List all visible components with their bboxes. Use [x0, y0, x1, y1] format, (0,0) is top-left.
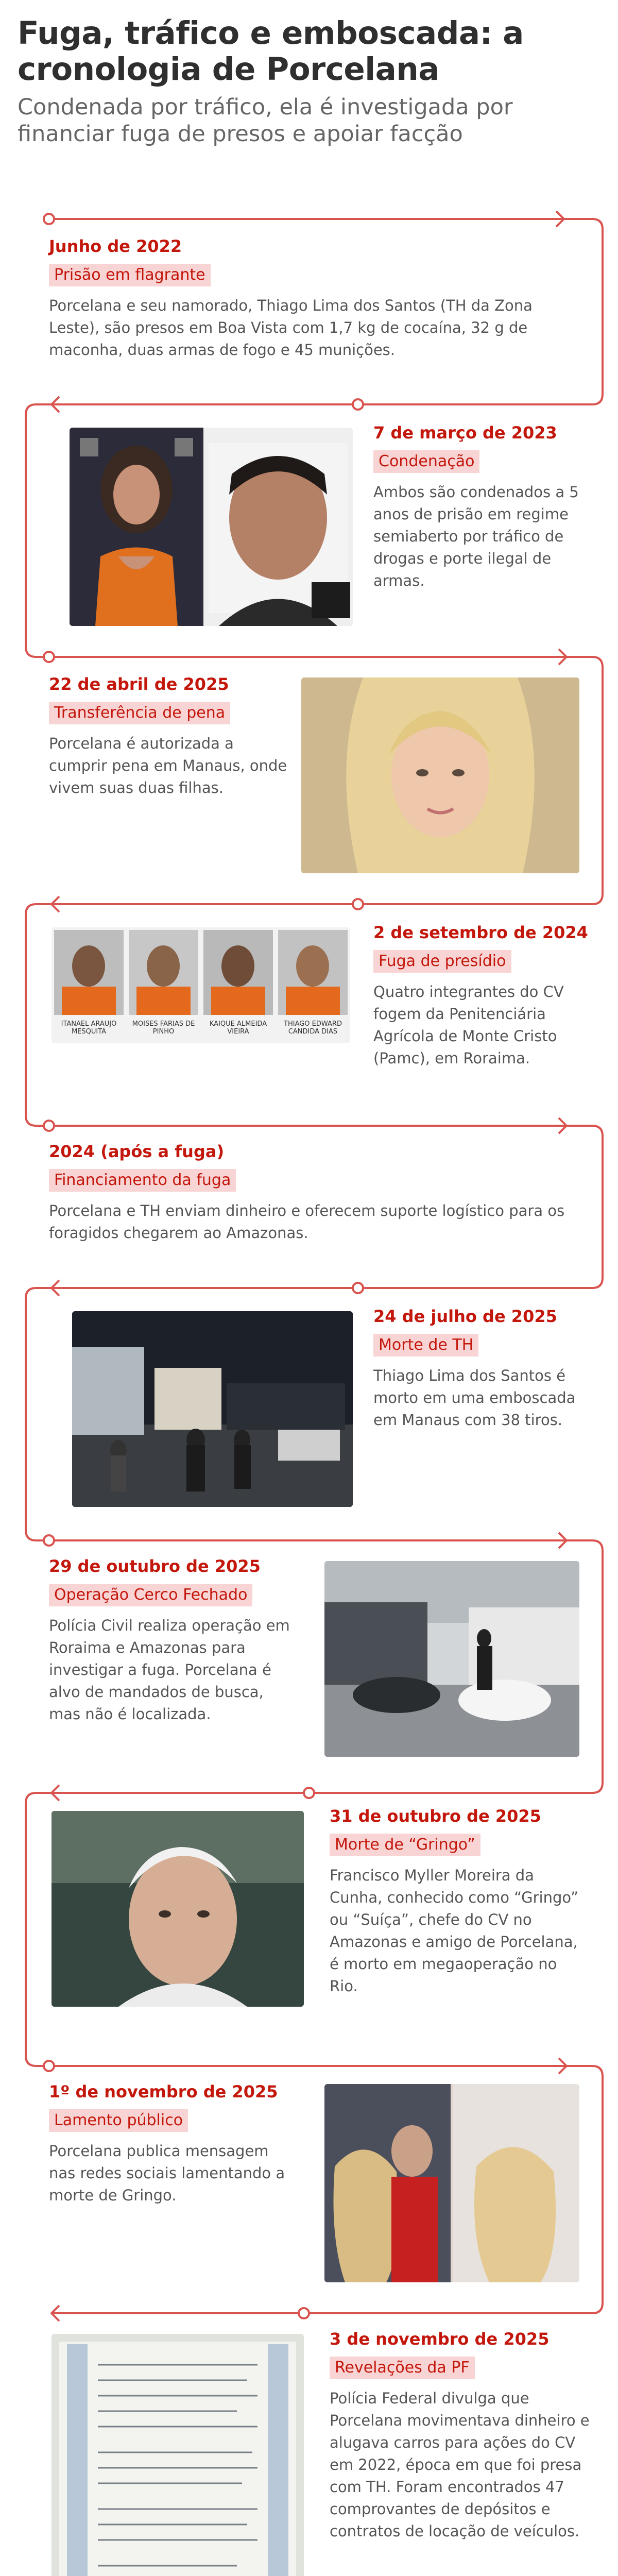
operation-image [324, 1561, 579, 1757]
event-2025-10-31 [330, 1806, 587, 1997]
event-photo-pf [52, 2334, 304, 2576]
event-description: Polícia Civil realiza operação em Roraima e Amazonas para investigar a fuga. Porcelana é alvo de mandados de busca, mas não é localizada. [49, 1617, 290, 1723]
event-description: Ambos são condenados a 5 anos de prisão em regime semiaberto por tráfico de drogas e porte ilegal de armas. [373, 483, 579, 589]
event-date: 2 de setembro de 2024 [373, 923, 588, 942]
event-tag: Transferência de pena [49, 702, 230, 724]
event-photo-gringo [52, 1811, 304, 2007]
event-date: 3 de novembro de 2025 [330, 2329, 550, 2349]
event-2025-07-24 [373, 1306, 590, 1431]
event-tag: Condenação [373, 450, 479, 473]
event-description: Polícia Federal divulga que Porcelana movimentava dinheiro e alugava carros para ações do CV em 2022, época em que foi presa com TH. Foram encontrados 47 comprovantes de depósitos e contratos de locação de veículos. [330, 2389, 590, 2540]
mugshot-name: KAIQUE ALMEIDA VIEIRA [209, 1020, 267, 1036]
event-tag: Morte de “Gringo” [330, 1834, 480, 1856]
event-2023-03-07 [373, 422, 579, 592]
event-tag: Revelações da PF [330, 2357, 475, 2379]
event-tag: Fuga de presídio [373, 950, 511, 973]
social-post-image [324, 2084, 579, 2282]
event-photo-condenacao [70, 428, 353, 626]
event-photo-transferencia [301, 677, 579, 873]
event-date: 22 de abril de 2025 [49, 674, 229, 694]
event-description: Porcelana é autorizada a cumprir pena em Manaus, onde vivem suas duas filhas. [49, 735, 287, 796]
event-date: 1º de novembro de 2025 [49, 2082, 278, 2102]
mugshot-name: THIAGO EDWARD CANDIDA DIAS [284, 1020, 342, 1036]
event-tag: Morte de TH [373, 1334, 478, 1357]
mugshot-name: ITANAEL ARAUJO MESQUITA [61, 1020, 117, 1036]
event-date: 2024 (após a fuga) [49, 1142, 225, 1161]
portrait-image [301, 677, 579, 873]
event-tag: Financiamento da fuga [49, 1169, 236, 1192]
event-date: 24 de julho de 2025 [373, 1307, 557, 1326]
event-description: Francisco Myller Moreira da Cunha, conhecido como “Gringo” ou “Suíça”, chefe do CV no Amazonas e amigo de Porcelana, é morto em megaoperação no Rio. [330, 1867, 579, 1995]
crime-scene-image [72, 1311, 353, 1507]
event-2025-10-29 [49, 1556, 291, 1725]
event-2025-11-01 [49, 2081, 291, 2207]
event-tag: Operação Cerco Fechado [49, 1584, 252, 1606]
fugitives-mugshots [52, 927, 350, 1018]
event-description: Thiago Lima dos Santos é morto em uma emboscada em Manaus com 38 tiros. [373, 1367, 576, 1429]
event-tag: Lamento público [49, 2109, 188, 2132]
page-subtitle: Condenada por tráfico, ela é investigada por financiar fuga de presos e apoiar facção [18, 94, 513, 147]
event-photo-morte-th [72, 1311, 353, 1507]
event-photo-fuga [52, 927, 350, 1043]
mugshot-name: MOISES FARIAS DE PINHO [132, 1020, 195, 1036]
event-tag: Prisão em flagrante [49, 264, 211, 286]
event-2025-04-22 [49, 674, 291, 799]
event-date: 31 de outubro de 2025 [330, 1806, 541, 1826]
event-date: 29 de outubro de 2025 [49, 1556, 261, 1576]
event-2024-09-02 [373, 922, 590, 1070]
receipt-image [52, 2334, 304, 2576]
event-photo-operacao [324, 1561, 579, 1757]
event-description: Porcelana publica mensagem nas redes sociais lamentando a morte de Gringo. [49, 2142, 285, 2204]
mugshots-image [70, 428, 353, 626]
event-2024-apos-fuga [49, 1141, 569, 1244]
event-description: Quatro integrantes do CV fogem da Penitenciária Agrícola de Monte Cristo (Pamc), em Roraima. [373, 983, 564, 1067]
event-description: Porcelana e TH enviam dinheiro e oferecem suporte logístico para os foragidos chegarem ao Amazonas. [49, 1202, 565, 1242]
page-title: Fuga, tráfico e emboscada: a cronologia de Porcelana [18, 15, 524, 88]
event-description: Porcelana e seu namorado, Thiago Lima dos Santos (TH da Zona Leste), são presos em Boa Vista com 1,7 kg de cocaína, 32 g de maconha, duas armas de fogo e 45 munições. [49, 297, 533, 359]
event-2025-11-03 [330, 2329, 592, 2543]
event-date: Junho de 2022 [49, 236, 182, 256]
event-2022-06 [49, 236, 569, 361]
gringo-image [52, 1811, 304, 2007]
event-date: 7 de março de 2023 [373, 423, 557, 443]
event-photo-lamento [324, 2084, 579, 2282]
